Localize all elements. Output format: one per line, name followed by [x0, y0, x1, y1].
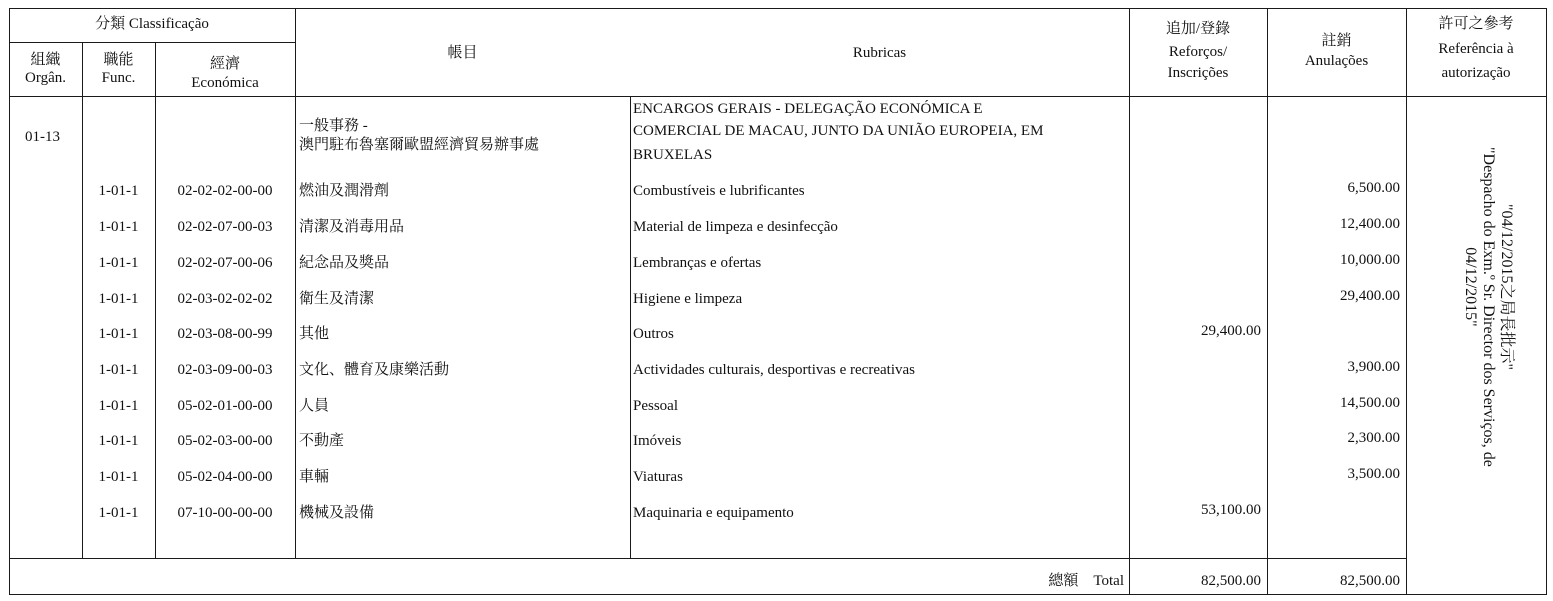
row-conta: 紀念品及獎品	[299, 255, 390, 271]
row-rubrica: Combustíveis e lubrificantes	[633, 183, 805, 199]
bottom-border	[9, 594, 1547, 595]
header-anulacoes-pt: Anulações	[1304, 53, 1369, 69]
row-econ: 02-02-07-00-03	[177, 219, 273, 235]
row-econ: 02-02-07-00-06	[177, 255, 273, 271]
main-organ-code: 01-13	[25, 129, 60, 145]
top-border	[9, 8, 1547, 9]
header-func-zh: 職能	[103, 52, 134, 68]
row-anulacao: 12,400.00	[1340, 216, 1400, 232]
header-econ-zh: 經濟	[209, 56, 240, 72]
header-conta: 帳目	[447, 45, 478, 61]
row-conta: 衛生及清潔	[299, 291, 375, 307]
header-organ-pt: Orgân.	[25, 70, 66, 86]
row-econ: 07-10-00-00-00	[177, 505, 273, 521]
row-func: 1-01-1	[98, 219, 139, 235]
row-anulacao: 14,500.00	[1340, 395, 1400, 411]
header-organ-zh: 組織	[30, 52, 61, 68]
row-anulacao: 6,500.00	[1347, 180, 1400, 196]
row-conta: 人員	[299, 398, 330, 414]
total-label: 總額 Total	[1048, 573, 1124, 589]
row-conta: 機械及設備	[299, 505, 375, 521]
header-bottom-border	[9, 96, 1547, 97]
main-conta-line2: 澳門駐布魯塞爾歐盟經濟貿易辦事處	[299, 137, 540, 153]
main-conta-line1: 一般事務 -	[299, 118, 368, 134]
col-divider-econ	[295, 8, 296, 559]
authorization-line3: 04/12/2015"	[1462, 247, 1479, 327]
row-rubrica: Maquinaria e equipamento	[633, 505, 794, 521]
row-func: 1-01-1	[98, 326, 139, 342]
row-rubrica: Outros	[633, 326, 674, 342]
header-reforcos-zh: 追加/登錄	[1165, 21, 1231, 37]
left-border	[9, 8, 10, 595]
header-anulacoes-zh: 註銷	[1321, 33, 1352, 49]
main-rubrica-line3: BRUXELAS	[633, 147, 713, 163]
row-conta: 車輛	[299, 469, 330, 485]
header-reforcos-pt2: Inscrições	[1167, 65, 1229, 81]
row-rubrica: Pessoal	[633, 398, 678, 414]
row-func: 1-01-1	[98, 433, 139, 449]
row-func: 1-01-1	[98, 255, 139, 271]
col-divider-conta	[630, 96, 631, 559]
row-conta: 文化、體育及康樂活動	[299, 362, 450, 378]
authorization-line2: "Despacho do Exm.º Sr. Director dos Serviços, de	[1480, 147, 1497, 467]
row-func: 1-01-1	[98, 505, 139, 521]
row-conta: 其他	[299, 326, 330, 342]
row-econ: 02-02-02-00-00	[177, 183, 273, 199]
header-referencia-pt1: Referência à	[1438, 41, 1514, 57]
row-rubrica: Lembranças e ofertas	[633, 255, 762, 271]
header-econ-pt: Económica	[191, 75, 259, 91]
row-rubrica: Material de limpeza e desinfecção	[633, 219, 838, 235]
row-conta: 燃油及潤滑劑	[299, 183, 390, 199]
row-anulacao: 10,000.00	[1340, 252, 1400, 268]
row-econ: 02-03-08-00-99	[177, 326, 273, 342]
row-rubrica: Viaturas	[633, 469, 683, 485]
authorization-line1: "04/12/2015之局長批示"	[1498, 204, 1515, 370]
row-func: 1-01-1	[98, 362, 139, 378]
row-rubrica: Actividades culturais, desportivas e recreativas	[633, 362, 915, 378]
row-func: 1-01-1	[98, 398, 139, 414]
header-reforcos-pt1: Reforços/	[1168, 44, 1228, 60]
row-econ: 05-02-01-00-00	[177, 398, 273, 414]
body-bottom-line	[9, 558, 1407, 559]
header-func-pt: Func.	[101, 70, 136, 86]
row-func: 1-01-1	[98, 291, 139, 307]
col-divider-anulacoes	[1406, 8, 1407, 595]
row-func: 1-01-1	[98, 183, 139, 199]
row-conta: 清潔及消毒用品	[299, 219, 405, 235]
total-anulacao: 82,500.00	[1340, 573, 1400, 589]
row-econ: 05-02-04-00-00	[177, 469, 273, 485]
row-anulacao: 3,900.00	[1347, 359, 1400, 375]
row-func: 1-01-1	[98, 469, 139, 485]
header-referencia-pt2: autorização	[1441, 65, 1511, 81]
row-econ: 05-02-03-00-00	[177, 433, 273, 449]
row-anulacao: 29,400.00	[1340, 288, 1400, 304]
row-rubrica: Higiene e limpeza	[633, 291, 743, 307]
row-econ: 02-03-09-00-03	[177, 362, 273, 378]
main-rubrica-line2: COMERCIAL DE MACAU, JUNTO DA UNIÃO EUROPEIA, EM	[633, 123, 1044, 139]
row-anulacao: 3,500.00	[1347, 466, 1400, 482]
row-conta: 不動產	[299, 433, 345, 449]
main-rubrica-line1: ENCARGOS GERAIS - DELEGAÇÃO ECONÓMICA E	[633, 101, 983, 117]
classification-divider	[9, 42, 295, 43]
row-econ: 02-03-02-02-02	[177, 291, 273, 307]
header-classification: 分類 Classificação	[95, 16, 209, 32]
row-rubrica: Imóveis	[633, 433, 682, 449]
row-reforco: 53,100.00	[1201, 502, 1261, 518]
authorization-reference	[1418, 147, 1553, 500]
header-referencia-zh: 許可之參考	[1438, 16, 1514, 32]
row-reforco: 29,400.00	[1201, 323, 1261, 339]
row-anulacao: 2,300.00	[1347, 430, 1400, 446]
header-rubricas: Rubricas	[852, 45, 907, 61]
total-reforco: 82,500.00	[1201, 573, 1261, 589]
